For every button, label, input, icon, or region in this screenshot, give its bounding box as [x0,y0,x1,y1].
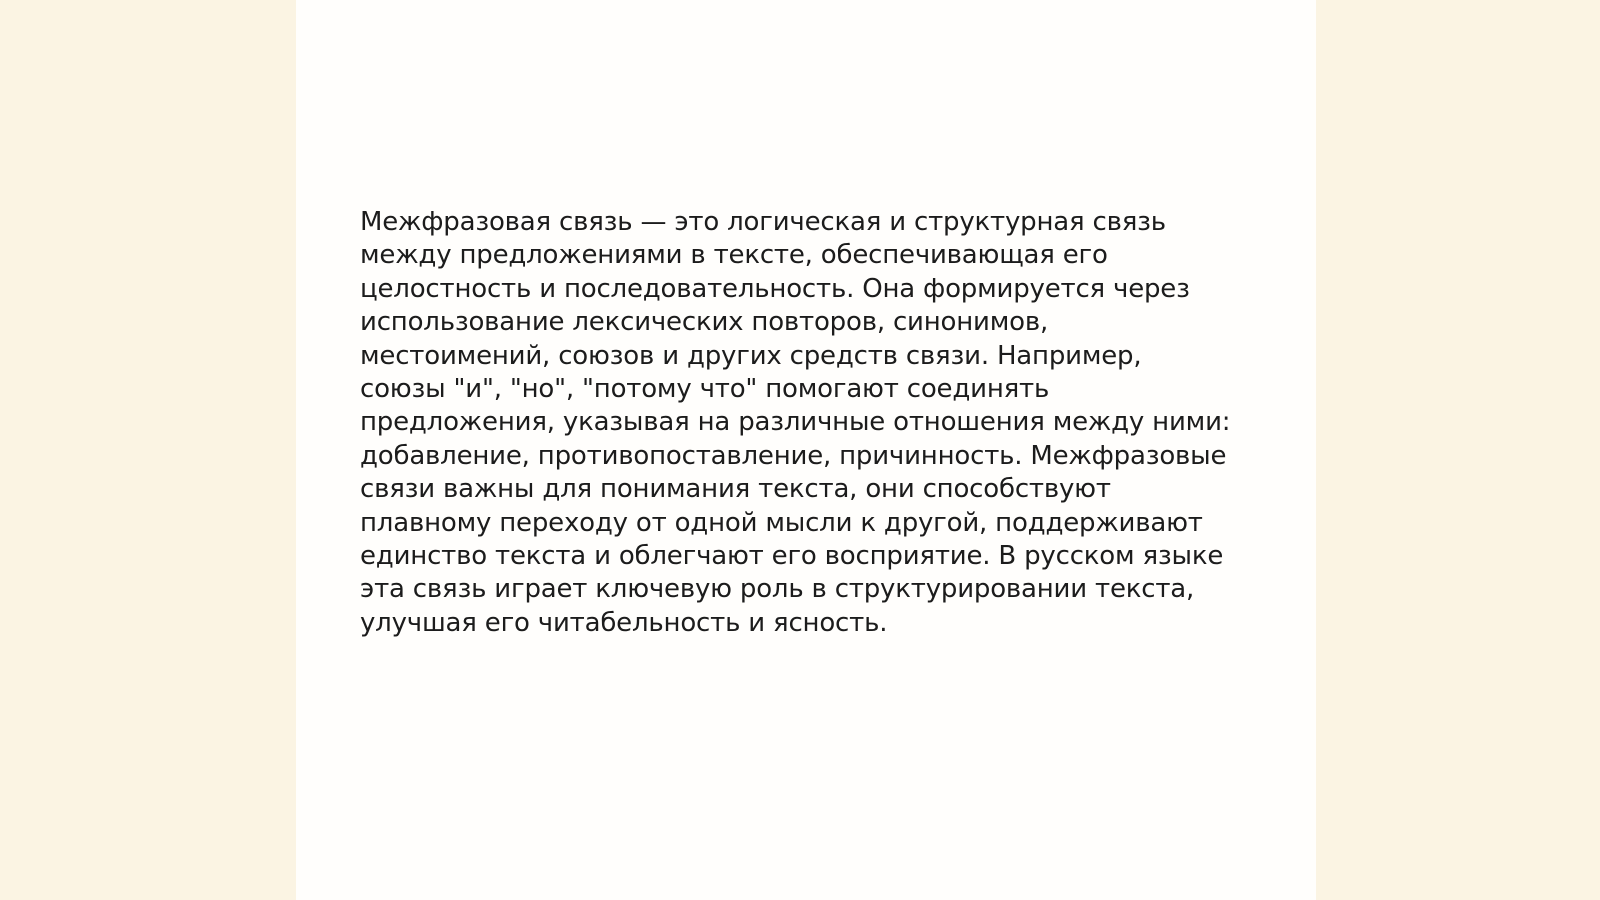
paragraph-line: предложения, указывая на различные отношения между ними: [360,407,1231,438]
paragraph-line: использование лексических повторов, синонимов, [360,307,1049,338]
paragraph-line: между предложениями в тексте, обеспечивающая его [360,240,1108,271]
paragraph-line: Межфразовая связь — это логическая и структурная связь [360,207,1166,237]
right-margin-background [1316,0,1600,900]
body-paragraph [360,206,1260,640]
paragraph-line: плавному переходу от одной мысли к другой, поддерживают [360,507,1203,538]
left-margin-background [0,0,296,900]
paragraph-line: местоимений, союзов и других средств связи. Например, [360,340,1142,371]
paragraph-line: связи важны для понимания текста, они способствуют [360,474,1111,505]
paragraph-line: союзы "и", "но", "потому что" помогают соединять [360,374,1050,405]
paragraph-line: улучшая его читабельность и ясность. [360,607,888,638]
document-page [296,0,1316,900]
paragraph-line: единство текста и облегчают его восприятие. В русском языке [360,541,1224,572]
paragraph-line: добавление, противопоставление, причинность. Межфразовые [360,440,1227,471]
paragraph-line: целостность и последовательность. Она формируется через [360,273,1190,304]
paragraph-line: эта связь играет ключевую роль в структурировании текста, [360,574,1195,605]
